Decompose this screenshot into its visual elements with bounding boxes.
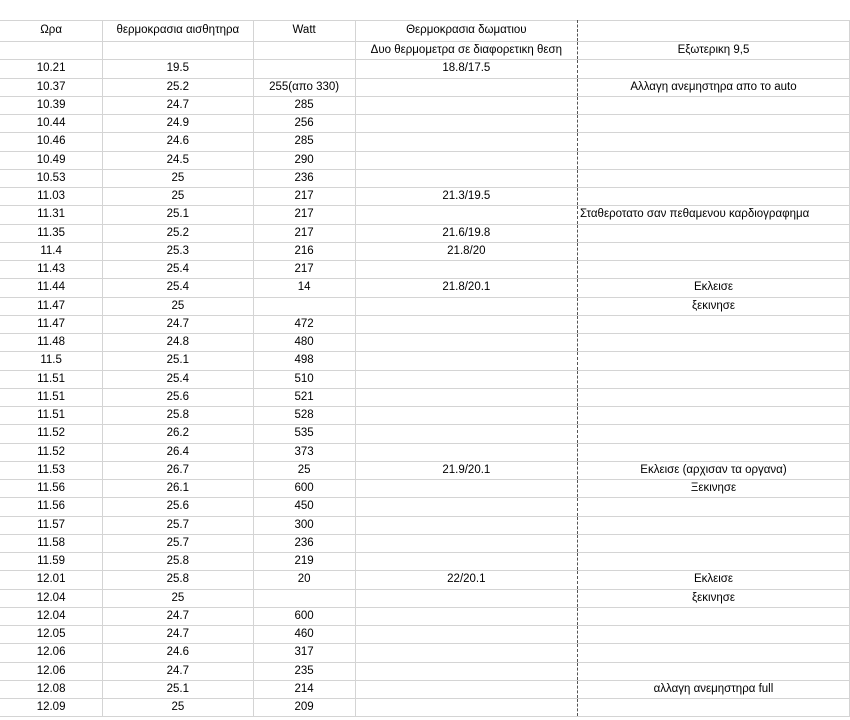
cell-notes[interactable] xyxy=(577,644,849,662)
cell-notes[interactable] xyxy=(577,388,849,406)
table-row xyxy=(0,315,850,333)
cell-time[interactable]: 12.08 xyxy=(0,680,103,698)
cell-sensor[interactable]: 25.7 xyxy=(103,534,253,552)
cell-sensor[interactable]: 25 xyxy=(103,169,253,187)
table-row xyxy=(0,188,850,206)
table-row xyxy=(0,242,850,260)
cell-notes[interactable] xyxy=(577,352,849,370)
cell-room[interactable] xyxy=(355,498,577,516)
table-row xyxy=(0,498,850,516)
cell-sensor[interactable]: 26.4 xyxy=(103,443,253,461)
cell-time[interactable]: 12.06 xyxy=(0,644,103,662)
cell-room[interactable] xyxy=(355,534,577,552)
cell-time[interactable]: 11.51 xyxy=(0,407,103,425)
cell-watt[interactable]: 472 xyxy=(253,315,355,333)
cell-room[interactable] xyxy=(355,206,577,224)
cell-room[interactable] xyxy=(355,133,577,151)
cell-time[interactable]: 11.31 xyxy=(0,206,103,224)
cell-room[interactable] xyxy=(355,699,577,717)
header-notes[interactable] xyxy=(577,20,849,42)
table-row xyxy=(0,388,850,406)
cell-sensor[interactable]: 25.1 xyxy=(103,352,253,370)
table-row xyxy=(0,534,850,552)
table-row xyxy=(0,60,850,78)
cell-watt[interactable]: 20 xyxy=(253,571,355,589)
cell-time[interactable]: 11.52 xyxy=(0,425,103,443)
header-watt[interactable]: Watt xyxy=(253,20,355,42)
table-row xyxy=(0,115,850,133)
table-row xyxy=(0,626,850,644)
cell-time[interactable]: 11.56 xyxy=(0,498,103,516)
cell-watt[interactable]: 528 xyxy=(253,407,355,425)
cell-room[interactable] xyxy=(355,297,577,315)
cell-room[interactable] xyxy=(355,626,577,644)
cell-sensor[interactable]: 24.7 xyxy=(103,662,253,680)
cell-sensor[interactable]: 24.5 xyxy=(103,151,253,169)
cell-room[interactable] xyxy=(355,607,577,625)
cell-notes[interactable] xyxy=(577,151,849,169)
cell-time[interactable]: 10.39 xyxy=(0,96,103,114)
cell-watt[interactable] xyxy=(253,60,355,78)
cell-watt[interactable]: 236 xyxy=(253,534,355,552)
cell-time[interactable]: 12.04 xyxy=(0,589,103,607)
cell-watt[interactable]: 510 xyxy=(253,370,355,388)
cell-watt[interactable]: 217 xyxy=(253,188,355,206)
cell-notes[interactable]: Εκλεισε (αρχισαν τα οργανα) xyxy=(577,461,849,479)
cell-notes[interactable] xyxy=(577,626,849,644)
cell-time[interactable]: 11.44 xyxy=(0,279,103,297)
cell-notes[interactable]: Εκλεισε xyxy=(577,279,849,297)
cell-sensor[interactable]: 25.6 xyxy=(103,498,253,516)
table-row xyxy=(0,297,850,315)
cell-watt[interactable]: 600 xyxy=(253,607,355,625)
cell-time[interactable]: 11.5 xyxy=(0,352,103,370)
cell-sensor[interactable]: 25 xyxy=(103,589,253,607)
cell-time[interactable]: 12.01 xyxy=(0,571,103,589)
cell-watt[interactable]: 290 xyxy=(253,151,355,169)
cell-sensor[interactable]: 24.7 xyxy=(103,96,253,114)
subheader-notes[interactable]: Εξωτερικη 9,5 xyxy=(577,42,849,60)
cell-time[interactable]: 11.51 xyxy=(0,388,103,406)
cell-time[interactable]: 11.57 xyxy=(0,516,103,534)
cell-notes[interactable] xyxy=(577,334,849,352)
subheader-sensor[interactable] xyxy=(103,42,253,60)
table-row xyxy=(0,425,850,443)
cell-notes[interactable] xyxy=(577,261,849,279)
table-row xyxy=(0,553,850,571)
table-row xyxy=(0,224,850,242)
cell-watt[interactable]: 209 xyxy=(253,699,355,717)
cell-watt[interactable]: 219 xyxy=(253,553,355,571)
cell-sensor[interactable]: 26.2 xyxy=(103,425,253,443)
cell-notes[interactable] xyxy=(577,370,849,388)
table-row xyxy=(0,644,850,662)
cell-watt[interactable] xyxy=(253,297,355,315)
cell-notes[interactable] xyxy=(577,516,849,534)
cell-watt[interactable]: 217 xyxy=(253,261,355,279)
cell-notes[interactable] xyxy=(577,534,849,552)
cell-sensor[interactable]: 25.4 xyxy=(103,279,253,297)
table-row xyxy=(0,571,850,589)
cell-time[interactable]: 11.03 xyxy=(0,188,103,206)
cell-watt[interactable]: 25 xyxy=(253,461,355,479)
cell-time[interactable]: 11.43 xyxy=(0,261,103,279)
cell-time[interactable]: 11.35 xyxy=(0,224,103,242)
cell-notes[interactable]: αλλαγη ανεμηστηρα full xyxy=(577,680,849,698)
cell-room[interactable] xyxy=(355,443,577,461)
table-row xyxy=(0,334,850,352)
cell-room[interactable] xyxy=(355,407,577,425)
cell-watt[interactable]: 216 xyxy=(253,242,355,260)
cell-sensor[interactable]: 25.8 xyxy=(103,407,253,425)
cell-sensor[interactable]: 25.3 xyxy=(103,242,253,260)
cell-room[interactable] xyxy=(355,352,577,370)
cell-watt[interactable]: 373 xyxy=(253,443,355,461)
cell-notes[interactable] xyxy=(577,133,849,151)
cell-sensor[interactable]: 25 xyxy=(103,699,253,717)
cell-room[interactable]: 21.9/20.1 xyxy=(355,461,577,479)
table-row xyxy=(0,516,850,534)
table-row xyxy=(0,352,850,370)
cell-room[interactable] xyxy=(355,78,577,96)
cell-time[interactable]: 11.56 xyxy=(0,480,103,498)
cell-sensor[interactable]: 24.9 xyxy=(103,115,253,133)
cell-room[interactable] xyxy=(355,151,577,169)
cell-sensor[interactable]: 26.7 xyxy=(103,461,253,479)
header-sensor[interactable]: θερμοκρασια αισθητηρα xyxy=(103,20,253,42)
cell-notes[interactable]: Σταθεροτατο σαν πεθαμενου καρδιογραφημα xyxy=(577,206,849,224)
cell-room[interactable] xyxy=(355,315,577,333)
cell-watt[interactable]: 236 xyxy=(253,169,355,187)
cell-time[interactable]: 11.52 xyxy=(0,443,103,461)
cell-time[interactable]: 12.09 xyxy=(0,699,103,717)
cell-room[interactable] xyxy=(355,334,577,352)
cell-time[interactable]: 12.04 xyxy=(0,607,103,625)
cell-notes[interactable]: Εκλεισε xyxy=(577,571,849,589)
cell-notes[interactable] xyxy=(577,443,849,461)
header-time[interactable]: Ωρα xyxy=(0,20,103,42)
cell-watt[interactable]: 600 xyxy=(253,480,355,498)
cell-room[interactable]: 18.8/17.5 xyxy=(355,60,577,78)
cell-room[interactable] xyxy=(355,516,577,534)
header-room[interactable]: Θερμοκρασια δωματιου xyxy=(355,20,577,42)
cell-notes[interactable] xyxy=(577,553,849,571)
table-row xyxy=(0,370,850,388)
cell-notes[interactable] xyxy=(577,425,849,443)
cell-notes[interactable] xyxy=(577,60,849,78)
cell-room[interactable] xyxy=(355,680,577,698)
cell-sensor[interactable]: 25.1 xyxy=(103,206,253,224)
cell-time[interactable]: 10.53 xyxy=(0,169,103,187)
cell-watt[interactable]: 256 xyxy=(253,115,355,133)
cell-sensor[interactable]: 25.8 xyxy=(103,571,253,589)
cell-watt[interactable]: 217 xyxy=(253,206,355,224)
cell-room[interactable] xyxy=(355,589,577,607)
subheader-row xyxy=(0,42,850,60)
table-row xyxy=(0,589,850,607)
table-row xyxy=(0,151,850,169)
table-row xyxy=(0,607,850,625)
cell-sensor[interactable]: 25 xyxy=(103,297,253,315)
cell-notes[interactable] xyxy=(577,242,849,260)
cell-room[interactable] xyxy=(355,644,577,662)
cell-time[interactable]: 10.21 xyxy=(0,60,103,78)
cell-notes[interactable] xyxy=(577,498,849,516)
cell-time[interactable]: 11.47 xyxy=(0,315,103,333)
cell-sensor[interactable]: 19.5 xyxy=(103,60,253,78)
table-row xyxy=(0,407,850,425)
cell-room[interactable] xyxy=(355,96,577,114)
cell-room[interactable] xyxy=(355,662,577,680)
cell-room[interactable] xyxy=(355,115,577,133)
table-row xyxy=(0,279,850,297)
cell-notes[interactable] xyxy=(577,607,849,625)
cell-time[interactable]: 11.47 xyxy=(0,297,103,315)
cell-watt[interactable]: 521 xyxy=(253,388,355,406)
cell-time[interactable]: 11.4 xyxy=(0,242,103,260)
subheader-time[interactable] xyxy=(0,42,103,60)
top-empty-row[interactable] xyxy=(0,0,850,21)
header-row xyxy=(0,20,850,42)
cell-notes[interactable] xyxy=(577,188,849,206)
cell-notes[interactable] xyxy=(577,115,849,133)
cell-notes[interactable]: Αλλαγη ανεμηστηρα απο το auto xyxy=(577,78,849,96)
cell-watt[interactable]: 255(απο 330) xyxy=(253,78,355,96)
cell-room[interactable] xyxy=(355,553,577,571)
cell-time[interactable]: 10.37 xyxy=(0,78,103,96)
cell-notes[interactable] xyxy=(577,169,849,187)
table-row xyxy=(0,133,850,151)
cell-time[interactable]: 12.05 xyxy=(0,626,103,644)
table-row xyxy=(0,169,850,187)
cell-sensor[interactable]: 24.6 xyxy=(103,133,253,151)
cell-sensor[interactable]: 24.8 xyxy=(103,334,253,352)
cell-room[interactable] xyxy=(355,169,577,187)
cell-notes[interactable] xyxy=(577,699,849,717)
cell-sensor[interactable]: 25.6 xyxy=(103,388,253,406)
table-row xyxy=(0,78,850,96)
cell-time[interactable]: 11.51 xyxy=(0,370,103,388)
cell-room[interactable]: 21.8/20 xyxy=(355,242,577,260)
cell-watt[interactable]: 285 xyxy=(253,133,355,151)
cell-notes[interactable]: Ξεκινησε xyxy=(577,480,849,498)
cell-watt[interactable]: 450 xyxy=(253,498,355,516)
cell-notes[interactable] xyxy=(577,96,849,114)
cell-notes[interactable] xyxy=(577,662,849,680)
cell-watt[interactable]: 460 xyxy=(253,626,355,644)
cell-room[interactable]: 21.3/19.5 xyxy=(355,188,577,206)
data-table xyxy=(0,20,850,717)
table-row xyxy=(0,96,850,114)
cell-sensor[interactable]: 25.8 xyxy=(103,553,253,571)
cell-time[interactable]: 10.49 xyxy=(0,151,103,169)
cell-time[interactable]: 11.53 xyxy=(0,461,103,479)
cell-watt[interactable]: 480 xyxy=(253,334,355,352)
cell-sensor[interactable]: 24.7 xyxy=(103,626,253,644)
table-row xyxy=(0,261,850,279)
cell-room[interactable]: 21.8/20.1 xyxy=(355,279,577,297)
cell-sensor[interactable]: 25.1 xyxy=(103,680,253,698)
cell-watt[interactable]: 14 xyxy=(253,279,355,297)
cell-time[interactable]: 10.44 xyxy=(0,115,103,133)
cell-notes[interactable] xyxy=(577,407,849,425)
cell-time[interactable]: 11.58 xyxy=(0,534,103,552)
cell-notes[interactable]: ξεκινησε xyxy=(577,297,849,315)
cell-watt[interactable]: 300 xyxy=(253,516,355,534)
cell-time[interactable]: 10.46 xyxy=(0,133,103,151)
table-row xyxy=(0,206,850,224)
table-row xyxy=(0,480,850,498)
cell-sensor[interactable]: 25.2 xyxy=(103,224,253,242)
cell-watt[interactable]: 498 xyxy=(253,352,355,370)
cell-notes[interactable] xyxy=(577,224,849,242)
cell-notes[interactable] xyxy=(577,315,849,333)
cell-room[interactable] xyxy=(355,388,577,406)
cell-time[interactable]: 12.06 xyxy=(0,662,103,680)
subheader-watt[interactable] xyxy=(253,42,355,60)
cell-sensor[interactable]: 25.2 xyxy=(103,78,253,96)
cell-room[interactable]: 22/20.1 xyxy=(355,571,577,589)
cell-watt[interactable]: 217 xyxy=(253,224,355,242)
cell-room[interactable] xyxy=(355,480,577,498)
cell-time[interactable]: 11.59 xyxy=(0,553,103,571)
cell-sensor[interactable]: 24.7 xyxy=(103,315,253,333)
cell-watt[interactable]: 285 xyxy=(253,96,355,114)
cell-room[interactable] xyxy=(355,425,577,443)
cell-room[interactable] xyxy=(355,370,577,388)
table-row xyxy=(0,662,850,680)
cell-sensor[interactable]: 25.4 xyxy=(103,370,253,388)
cell-watt[interactable]: 214 xyxy=(253,680,355,698)
subheader-room[interactable]: Δυο θερμομετρα σε διαφορετικη θεση xyxy=(355,42,577,60)
cell-sensor[interactable]: 25.7 xyxy=(103,516,253,534)
table-row xyxy=(0,699,850,717)
cell-sensor[interactable]: 25 xyxy=(103,188,253,206)
cell-sensor[interactable]: 26.1 xyxy=(103,480,253,498)
cell-sensor[interactable]: 25.4 xyxy=(103,261,253,279)
cell-room[interactable] xyxy=(355,261,577,279)
cell-room[interactable]: 21.6/19.8 xyxy=(355,224,577,242)
table-row xyxy=(0,461,850,479)
cell-sensor[interactable]: 24.7 xyxy=(103,607,253,625)
table-row xyxy=(0,680,850,698)
cell-notes[interactable]: ξεκινησε xyxy=(577,589,849,607)
table-row xyxy=(0,443,850,461)
cell-time[interactable]: 11.48 xyxy=(0,334,103,352)
cell-watt[interactable] xyxy=(253,589,355,607)
cell-watt[interactable]: 317 xyxy=(253,644,355,662)
cell-watt[interactable]: 535 xyxy=(253,425,355,443)
cell-watt[interactable]: 235 xyxy=(253,662,355,680)
cell-sensor[interactable]: 24.6 xyxy=(103,644,253,662)
